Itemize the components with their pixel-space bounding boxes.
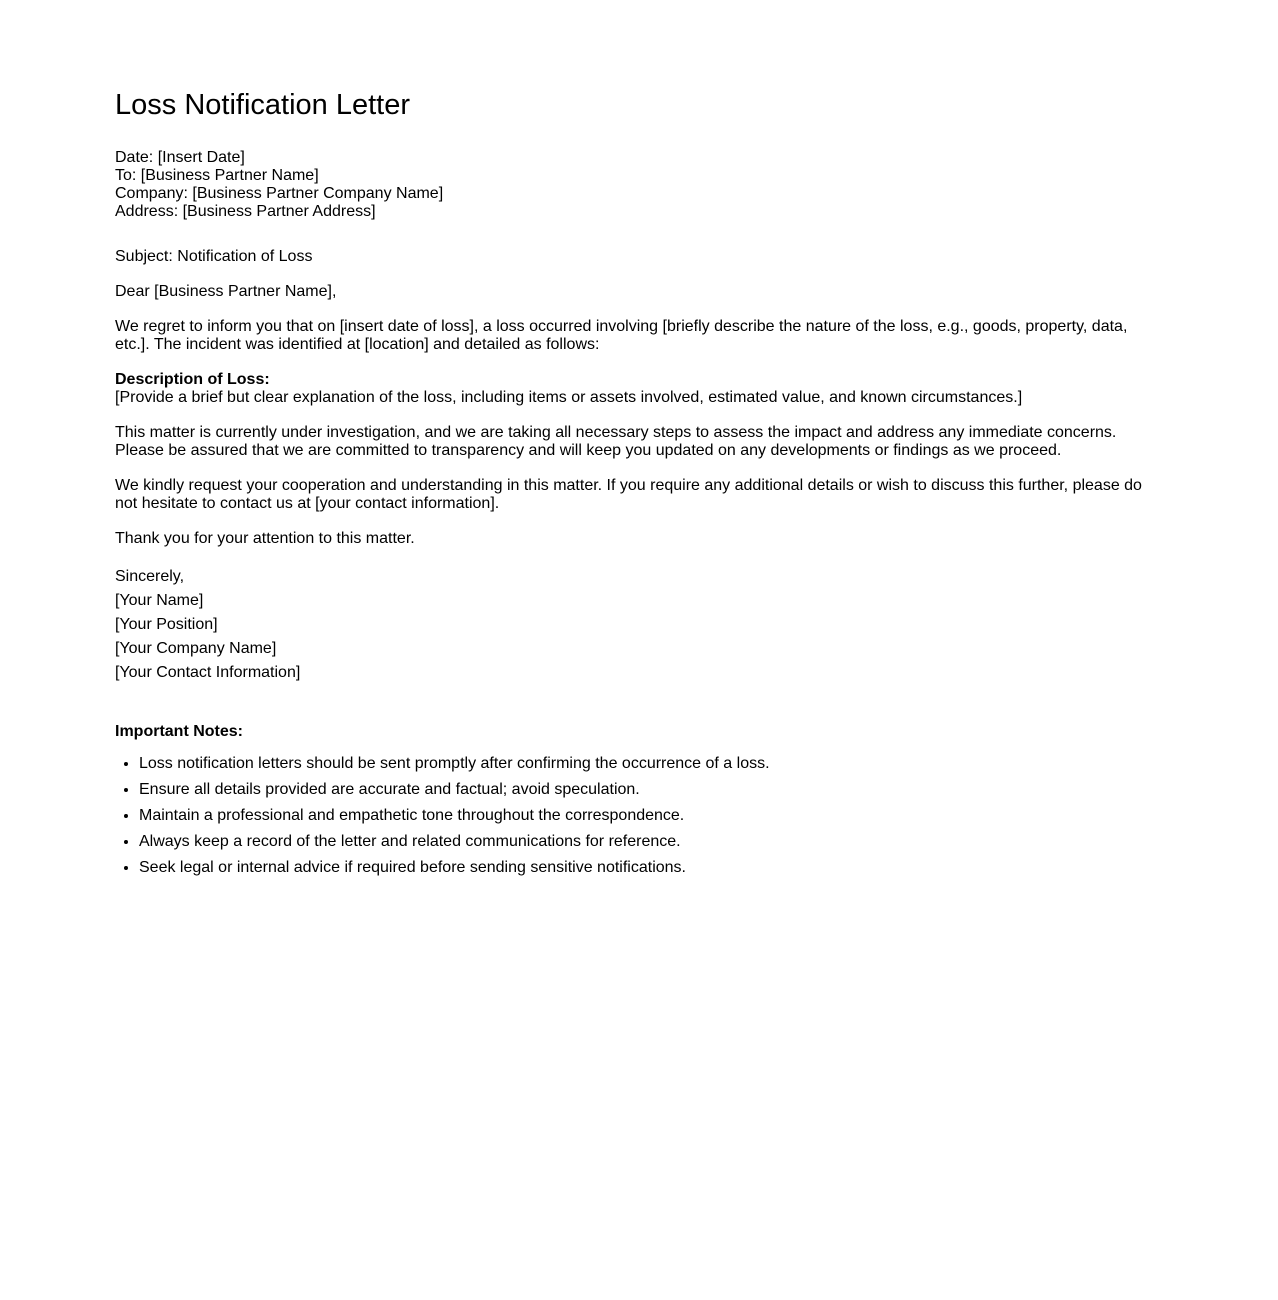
signature-closing: Sincerely, — [115, 567, 185, 585]
signature-company: [Your Company Name] — [115, 639, 277, 657]
signature-contact: [Your Contact Information] — [115, 663, 301, 681]
subject-line: Subject: Notification of Loss — [115, 247, 313, 265]
intro-paragraph: We regret to inform you that on [insert date of loss], a loss occurred involving [briefly describe the nature of the loss, e.g., goods, property, data, etc.]. The incident was identified at [location] and detailed as follows: — [115, 317, 1128, 353]
investigation-paragraph: This matter is currently under investigation, and we are taking all necessary steps to assess the impact and address any immediate concerns. Please be assured that we are committed to transparency and will keep you updated on any developments or findings as we proceed. — [115, 423, 1117, 459]
description-heading: Description of Loss: — [115, 370, 270, 388]
note-item: • Loss notification letters should be sent promptly after confirming the occurrence of a loss. — [139, 755, 1143, 773]
description-block — [115, 371, 1143, 407]
signature-block — [115, 565, 1143, 685]
signature-position: [Your Position] — [115, 615, 218, 633]
meta-line-company: Company: [Business Partner Company Name] — [115, 184, 444, 202]
page-title: Loss Notification Letter — [115, 89, 410, 121]
salutation: Dear [Business Partner Name], — [115, 282, 337, 300]
meta-line-address: Address: [Business Partner Address] — [115, 202, 376, 220]
notes-heading: Important Notes: — [115, 722, 243, 740]
note-item: • Seek legal or internal advice if required before sending sensitive notifications. — [139, 859, 1143, 877]
cooperation-paragraph: We kindly request your cooperation and understanding in this matter. If you require any additional details or wish to discuss this further, please do not hesitate to contact us at [your contact information]. — [115, 476, 1142, 512]
meta-line-to: To: [Business Partner Name] — [115, 166, 319, 184]
signature-name: [Your Name] — [115, 591, 204, 609]
thanks-paragraph: Thank you for your attention to this matter. — [115, 529, 415, 547]
notes-list — [115, 755, 1143, 877]
recipient-meta-block — [115, 149, 1143, 221]
description-placeholder: [Provide a brief but clear explanation of the loss, including items or assets involved, estimated value, and known circumstances.] — [115, 388, 1023, 406]
meta-line-date: Date: [Insert Date] — [115, 148, 245, 166]
note-item: • Always keep a record of the letter and related communications for reference. — [139, 833, 1143, 851]
note-item: • Maintain a professional and empathetic tone throughout the correspondence. — [139, 807, 1143, 825]
note-item: • Ensure all details provided are accurate and factual; avoid speculation. — [139, 781, 1143, 799]
